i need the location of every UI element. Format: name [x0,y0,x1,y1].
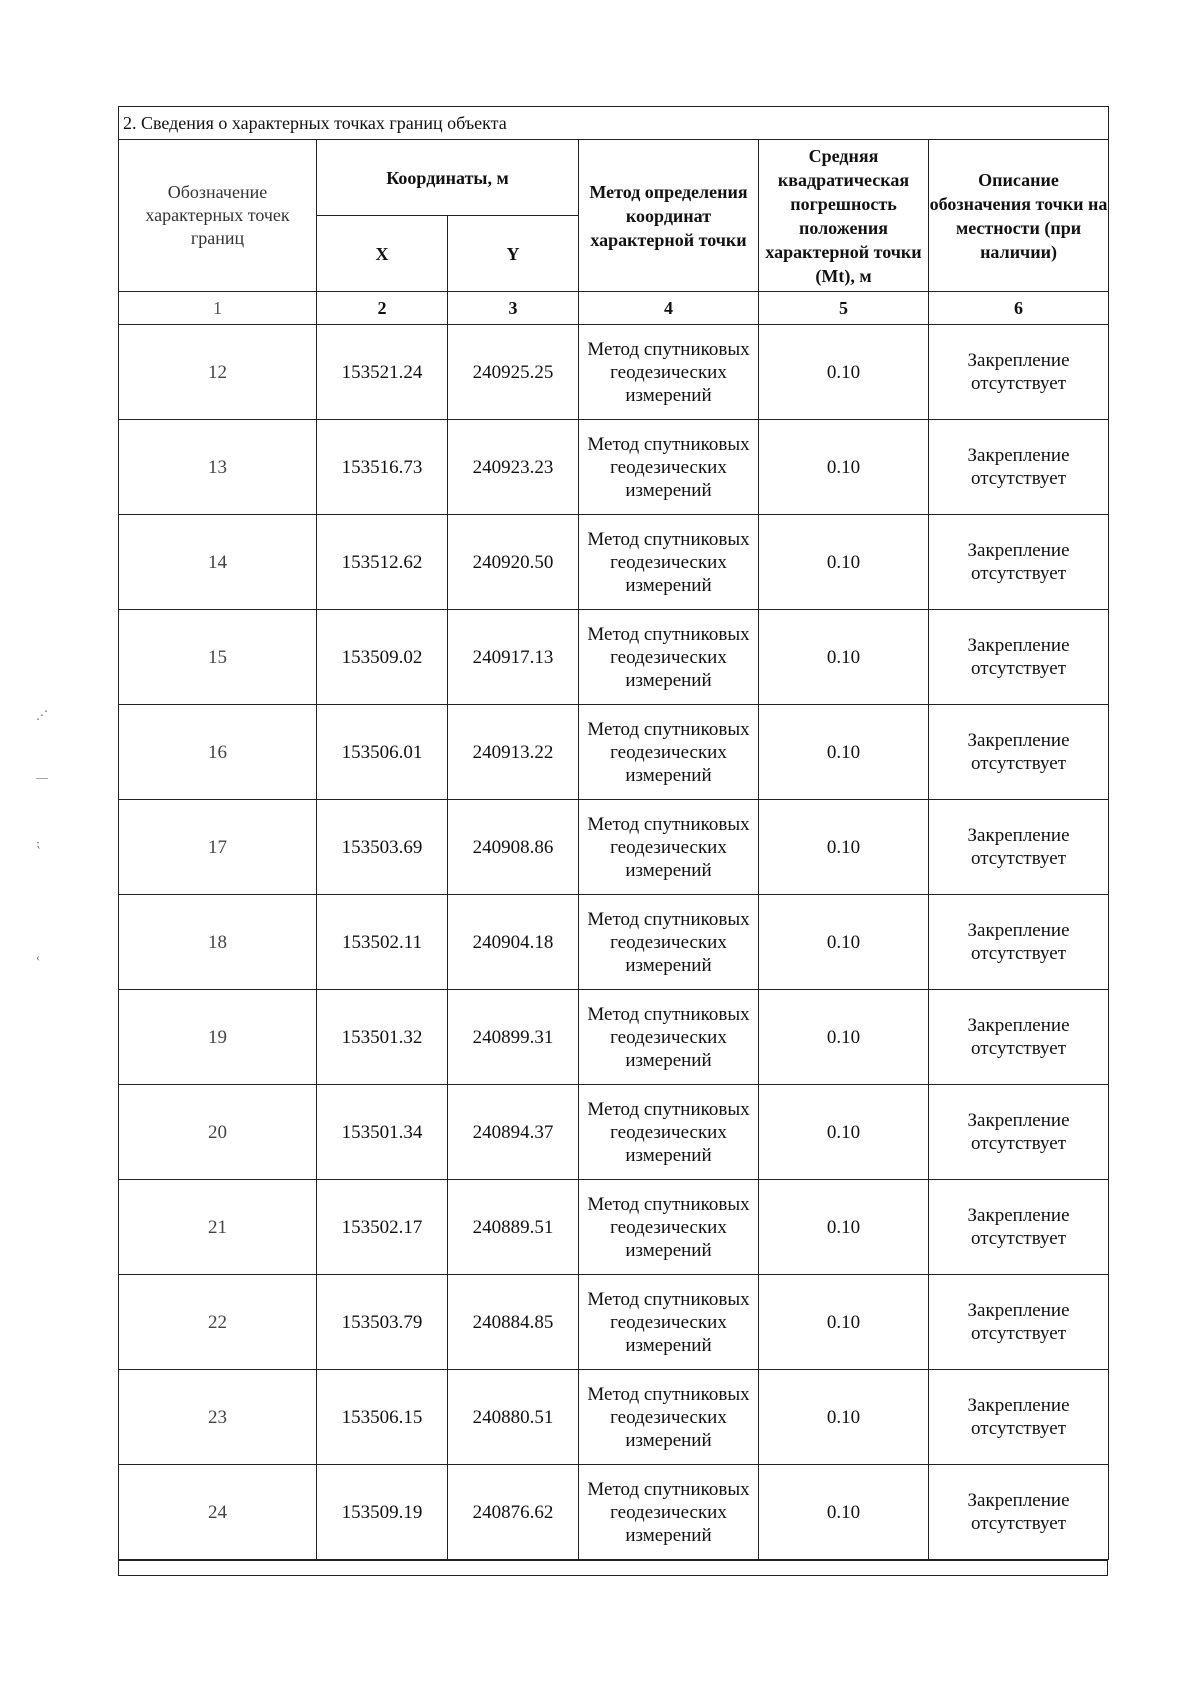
y-coordinate-cell: 240889.51 [448,1180,579,1275]
table-row [119,515,1109,610]
table-row [119,610,1109,705]
column-number-1: 1 [119,292,317,325]
method-cell: Метод спутниковых геодезических измерений [579,1465,759,1560]
mean-error-cell: 0.10 [759,420,929,515]
mean-error-cell: 0.10 [759,1275,929,1370]
point-id-cell: 20 [119,1085,317,1180]
document-sheet [118,106,1108,1576]
description-cell: Закрепление отсутствует [929,1275,1109,1370]
table-row [119,1370,1109,1465]
point-id-cell: 15 [119,610,317,705]
method-cell: Метод спутниковых геодезических измерений [579,1275,759,1370]
point-id-cell: 17 [119,800,317,895]
point-id-cell: 24 [119,1465,317,1560]
x-coordinate-cell: 153501.32 [317,990,448,1085]
x-coordinate-cell: 153501.34 [317,1085,448,1180]
scan-margin-mark: ⁏ [36,836,41,850]
table-row [119,420,1109,515]
header-mean-error: Средняя квадратическая погрешность положения характерной точки (Mt), м [759,140,929,292]
y-coordinate-cell: 240913.22 [448,705,579,800]
table-row [119,990,1109,1085]
header-x: X [317,216,448,292]
description-cell: Закрепление отсутствует [929,990,1109,1085]
x-coordinate-cell: 153509.02 [317,610,448,705]
y-coordinate-cell: 240884.85 [448,1275,579,1370]
x-coordinate-cell: 153506.01 [317,705,448,800]
description-cell: Закрепление отсутствует [929,420,1109,515]
table-row [119,800,1109,895]
mean-error-cell: 0.10 [759,610,929,705]
column-number-4: 4 [579,292,759,325]
mean-error-cell: 0.10 [759,1180,929,1275]
table-bottom-strip [118,1560,1108,1576]
point-id-cell: 12 [119,325,317,420]
y-coordinate-cell: 240904.18 [448,895,579,990]
method-cell: Метод спутниковых геодезических измерений [579,1370,759,1465]
method-cell: Метод спутниковых геодезических измерений [579,895,759,990]
column-number-5: 5 [759,292,929,325]
x-coordinate-cell: 153512.62 [317,515,448,610]
mean-error-cell: 0.10 [759,1085,929,1180]
x-coordinate-cell: 153503.69 [317,800,448,895]
point-id-cell: 13 [119,420,317,515]
mean-error-cell: 0.10 [759,895,929,990]
point-id-cell: 18 [119,895,317,990]
description-cell: Закрепление отсутствует [929,610,1109,705]
description-cell: Закрепление отсутствует [929,1085,1109,1180]
description-cell: Закрепление отсутствует [929,895,1109,990]
boundary-points-table [118,106,1109,1560]
mean-error-cell: 0.10 [759,990,929,1085]
point-id-cell: 22 [119,1275,317,1370]
method-cell: Метод спутниковых геодезических измерений [579,1180,759,1275]
mean-error-cell: 0.10 [759,325,929,420]
description-cell: Закрепление отсутствует [929,800,1109,895]
header-point-designation: Обозначение характерных точек границ [119,140,317,292]
column-number-6: 6 [929,292,1109,325]
table-row [119,325,1109,420]
description-cell: Закрепление отсутствует [929,1180,1109,1275]
mean-error-cell: 0.10 [759,705,929,800]
table-caption: 2. Сведения о характерных точках границ объекта [119,107,1109,140]
mean-error-cell: 0.10 [759,1465,929,1560]
y-coordinate-cell: 240899.31 [448,990,579,1085]
scan-margin-mark: ⋰ [36,708,48,722]
scan-margin-mark: — [36,770,48,784]
method-cell: Метод спутниковых геодезических измерений [579,990,759,1085]
header-method: Метод определения координат характерной точки [579,140,759,292]
description-cell: Закрепление отсутствует [929,1465,1109,1560]
x-coordinate-cell: 153506.15 [317,1370,448,1465]
y-coordinate-cell: 240894.37 [448,1085,579,1180]
y-coordinate-cell: 240908.86 [448,800,579,895]
table-row [119,1085,1109,1180]
method-cell: Метод спутниковых геодезических измерений [579,515,759,610]
method-cell: Метод спутниковых геодезических измерений [579,800,759,895]
method-cell: Метод спутниковых геодезических измерений [579,420,759,515]
table-row [119,895,1109,990]
table-row [119,1275,1109,1370]
header-description: Описание обозначения точки на местности (при наличии) [929,140,1109,292]
point-id-cell: 21 [119,1180,317,1275]
header-coordinates: Координаты, м [317,140,579,216]
header-y: Y [448,216,579,292]
point-id-cell: 14 [119,515,317,610]
x-coordinate-cell: 153503.79 [317,1275,448,1370]
x-coordinate-cell: 153521.24 [317,325,448,420]
column-number-2: 2 [317,292,448,325]
column-number-3: 3 [448,292,579,325]
y-coordinate-cell: 240876.62 [448,1465,579,1560]
point-id-cell: 16 [119,705,317,800]
description-cell: Закрепление отсутствует [929,705,1109,800]
method-cell: Метод спутниковых геодезических измерений [579,1085,759,1180]
y-coordinate-cell: 240920.50 [448,515,579,610]
method-cell: Метод спутниковых геодезических измерений [579,610,759,705]
point-id-cell: 19 [119,990,317,1085]
y-coordinate-cell: 240923.23 [448,420,579,515]
description-cell: Закрепление отсутствует [929,515,1109,610]
x-coordinate-cell: 153509.19 [317,1465,448,1560]
y-coordinate-cell: 240880.51 [448,1370,579,1465]
table-row [119,705,1109,800]
mean-error-cell: 0.10 [759,1370,929,1465]
y-coordinate-cell: 240917.13 [448,610,579,705]
y-coordinate-cell: 240925.25 [448,325,579,420]
x-coordinate-cell: 153502.17 [317,1180,448,1275]
x-coordinate-cell: 153516.73 [317,420,448,515]
x-coordinate-cell: 153502.11 [317,895,448,990]
mean-error-cell: 0.10 [759,515,929,610]
mean-error-cell: 0.10 [759,800,929,895]
description-cell: Закрепление отсутствует [929,1370,1109,1465]
table-row [119,1180,1109,1275]
scan-margin-mark: ‹ [36,950,40,964]
method-cell: Метод спутниковых геодезических измерений [579,705,759,800]
method-cell: Метод спутниковых геодезических измерений [579,325,759,420]
description-cell: Закрепление отсутствует [929,325,1109,420]
point-id-cell: 23 [119,1370,317,1465]
table-row [119,1465,1109,1560]
